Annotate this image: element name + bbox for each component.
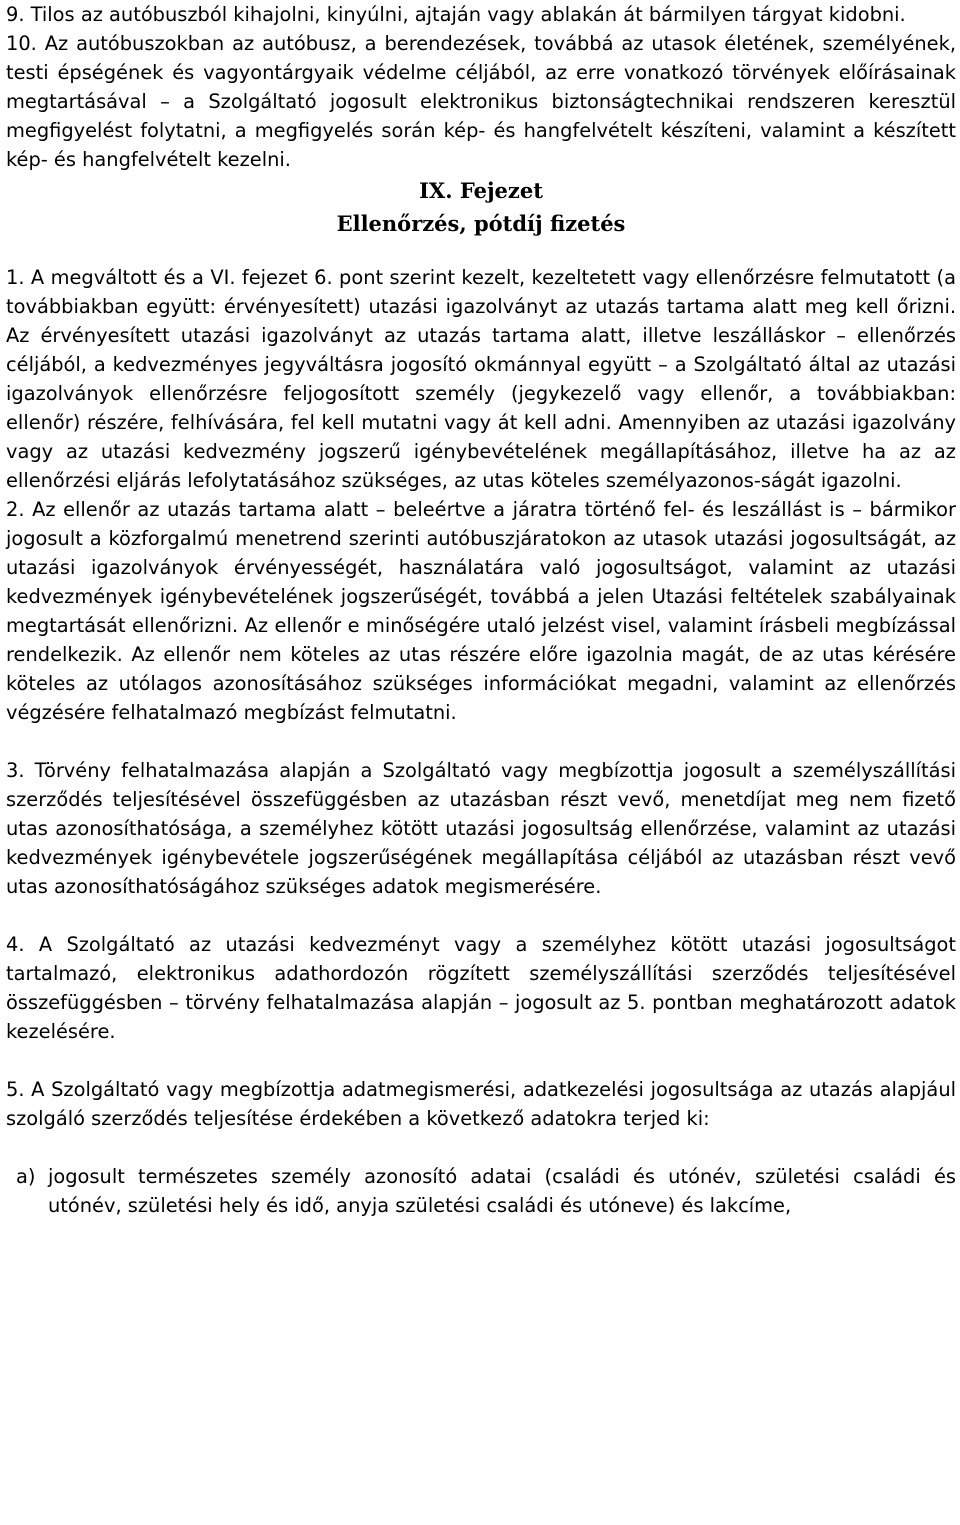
section-2: 2. Az ellenőr az utazás tartama alatt – beleértve a járatra történő fel- és leszállást is – bármikor jogosult a közforgalmú menetrend szerinti autóbuszjáratokon az utasok utazási jogosultságát, az utazási igazolványok érvényességét, használatára való jogosultságot, valamint az utazási kedvezmények igénybevételének jogszerűségét, továbbá a jelen Utazási feltételek szabályainak megtartását ellenőrizni. Az ellenőr e minőségére utaló jelzést visel, valamint írásbeli megbízással rendelkezik. Az ellenőr nem köteles az utas részére előre igazolnia magát, de az utas kérésére köteles az utólagos azonosításához szükséges információkat megadni, valamint az ellenőrzés végzésére felhatalmazó megbízást felmutatni. bbox=[6, 498, 956, 724]
list-marker-a: a) bbox=[16, 1165, 36, 1188]
paragraph-10: 10. Az autóbuszokban az autóbusz, a berendezések, továbbá az utasok életének, személyének, testi épségének és vagyontárgyaik védelme céljából, az erre vonatkozó törvények előírásainak megtartásával – a Szolgáltató jogosult elektronikus biztonságtechnikai rendszeren keresztül megfigyelést folytatni, a megfigyelés során kép- és hangfelvételt készíteni, valamint a készített kép- és hangfelvételt kezelni. bbox=[6, 32, 956, 171]
section-3: 3. Törvény felhatalmazása alapján a Szolgáltató vagy megbízottja jogosult a személyszállítási szerződés teljesítésével összefüggésben az utazásban részt vevő, menetdíjat meg nem fizető utas azonosíthatósága, a személyhez kötött utazási jogosultság ellenőrzése, valamint az utazási kedvezmények igénybevétele jogszerűségének megállapítása céljából az utazásban részt vevő utas azonosíthatóságához szükséges adatok megismerésére. bbox=[6, 759, 956, 898]
chapter-number: IX. Fejezet bbox=[419, 178, 543, 203]
document-page bbox=[6, 0, 956, 1220]
chapter-heading bbox=[6, 174, 956, 240]
list-text-a: jogosult természetes személy azonosító adatai (családi és utónév, születési családi és utónév, születési hely és idő, anyja születési családi és utóneve) és lakcíme, bbox=[48, 1165, 956, 1217]
section-5: 5. A Szolgáltató vagy megbízottja adatmegismerési, adatkezelési jogosultsága az utazás alapjául szolgáló szerződés teljesítése érdekében a következő adatokra terjed ki: bbox=[6, 1078, 956, 1130]
section-4: 4. A Szolgáltató az utazási kedvezményt vagy a személyhez kötött utazási jogosultságot tartalmazó, elektronikus adathordozón rögzített személyszállítási szerződés teljesítésével összefüggésben – törvény felhatalmazása alapján – jogosult az 5. pontban meghatározott adatok kezelésére. bbox=[6, 933, 956, 1043]
section-1: 1. A megváltott és a VI. fejezet 6. pont szerint kezelt, kezeltetett vagy ellenőrzésre felmutatott (a továbbiakban együtt: érvényesített) utazási igazolványt az utazás tartama alatt meg kell őrizni. Az érvényesített utazási igazolványt az utazás tartama alatt, illetve leszálláskor – ellenőrzés céljából, a kedvezményes jegyváltásra jogosító okmánnyal együtt – a Szolgáltató által az utazási igazolványok ellenőrzésre feljogosított személy (jegykezelő vagy ellenőr, a továbbiakban: ellenőr) részére, felhívására, fel kell mutatni vagy át kell adni. Amennyiben az utazási igazolvány vagy az utazási kedvezmény jogszerű igénybevételének megállapításához, illetve ha az az ellenőrzési eljárás lefolytatásához szükséges, az utas köteles személyazonos-ságát igazolni. bbox=[6, 266, 956, 492]
chapter-title: Ellenőrzés, pótdíj fizetés bbox=[336, 211, 626, 236]
paragraph-9: 9. Tilos az autóbuszból kihajolni, kinyúlni, ajtaján vagy ablakán át bármilyen tárgyat kidobni. bbox=[6, 3, 906, 26]
list-item-a bbox=[6, 1162, 956, 1220]
